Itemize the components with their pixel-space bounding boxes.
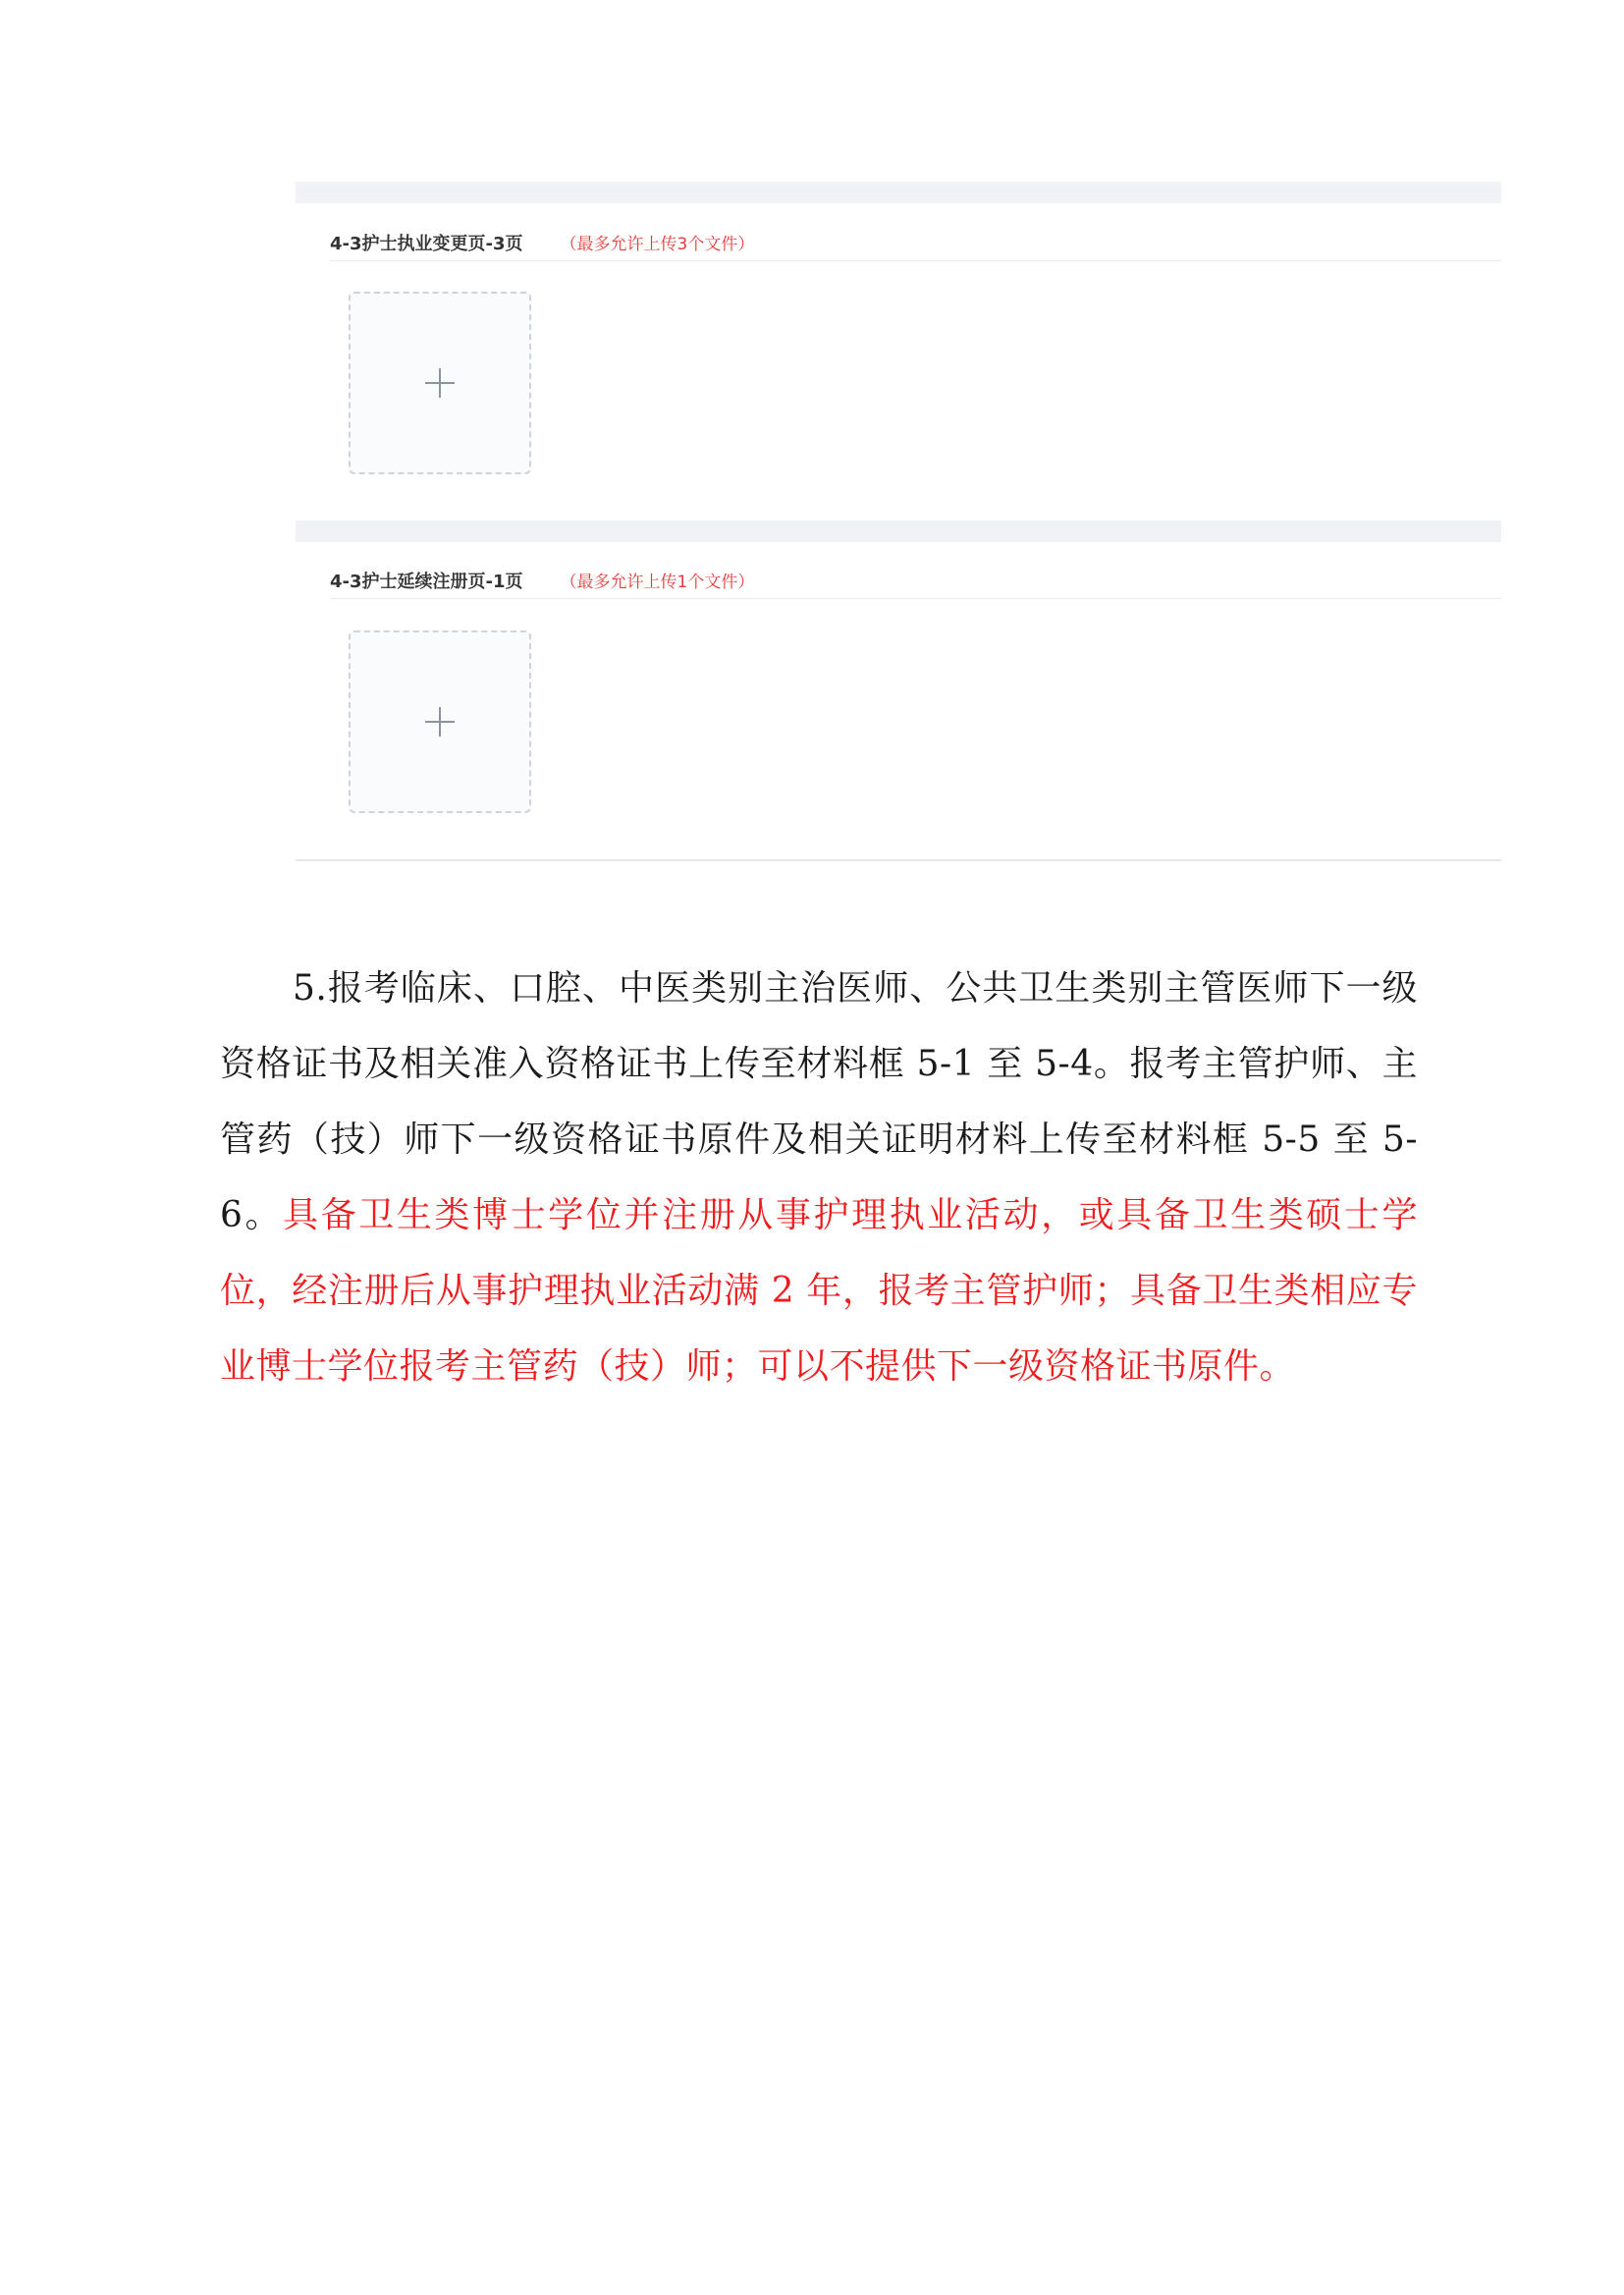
plus-icon <box>425 368 455 398</box>
upload-section-title: 4-3护士执业变更页-3页 <box>330 234 523 254</box>
upload-form-screenshot <box>296 182 1501 861</box>
upload-section-header <box>330 569 1501 599</box>
upload-limit-note: （最多允许上传3个文件） <box>560 235 755 254</box>
upload-section-header <box>330 231 1501 261</box>
section-divider-band <box>296 182 1501 203</box>
instruction-paragraph <box>220 951 1418 1404</box>
section-divider-band <box>296 520 1501 542</box>
upload-add-button[interactable] <box>349 292 531 474</box>
paragraph-highlight-text: 具备卫生类博士学位并注册从事护理执业活动，或具备卫生类硕士学位，经注册后从事护理执业活动满 2 年，报考主管护师；具备卫生类相应专业博士学位报考主管药（技）师；可以不提供下一级资格证书原件。 <box>220 1195 1418 1387</box>
upload-limit-note: （最多允许上传1个文件） <box>560 573 755 592</box>
paragraph-normal-text: 5.报考临床、口腔、中医类别主治医师、公共卫生类别主管医师下一级资格证书及相关准入资格证书上传至材料框 5-1 至 5-4。报考主管护师、主管药（技）师下一级资格证书原件及相关证明材料上传至材料框 5-5 至 5-6。 <box>220 968 1418 1235</box>
section-bottom-divider <box>296 859 1501 861</box>
plus-icon <box>425 707 455 737</box>
upload-add-button[interactable] <box>349 630 531 813</box>
upload-section-title: 4-3护士延续注册页-1页 <box>330 572 523 592</box>
